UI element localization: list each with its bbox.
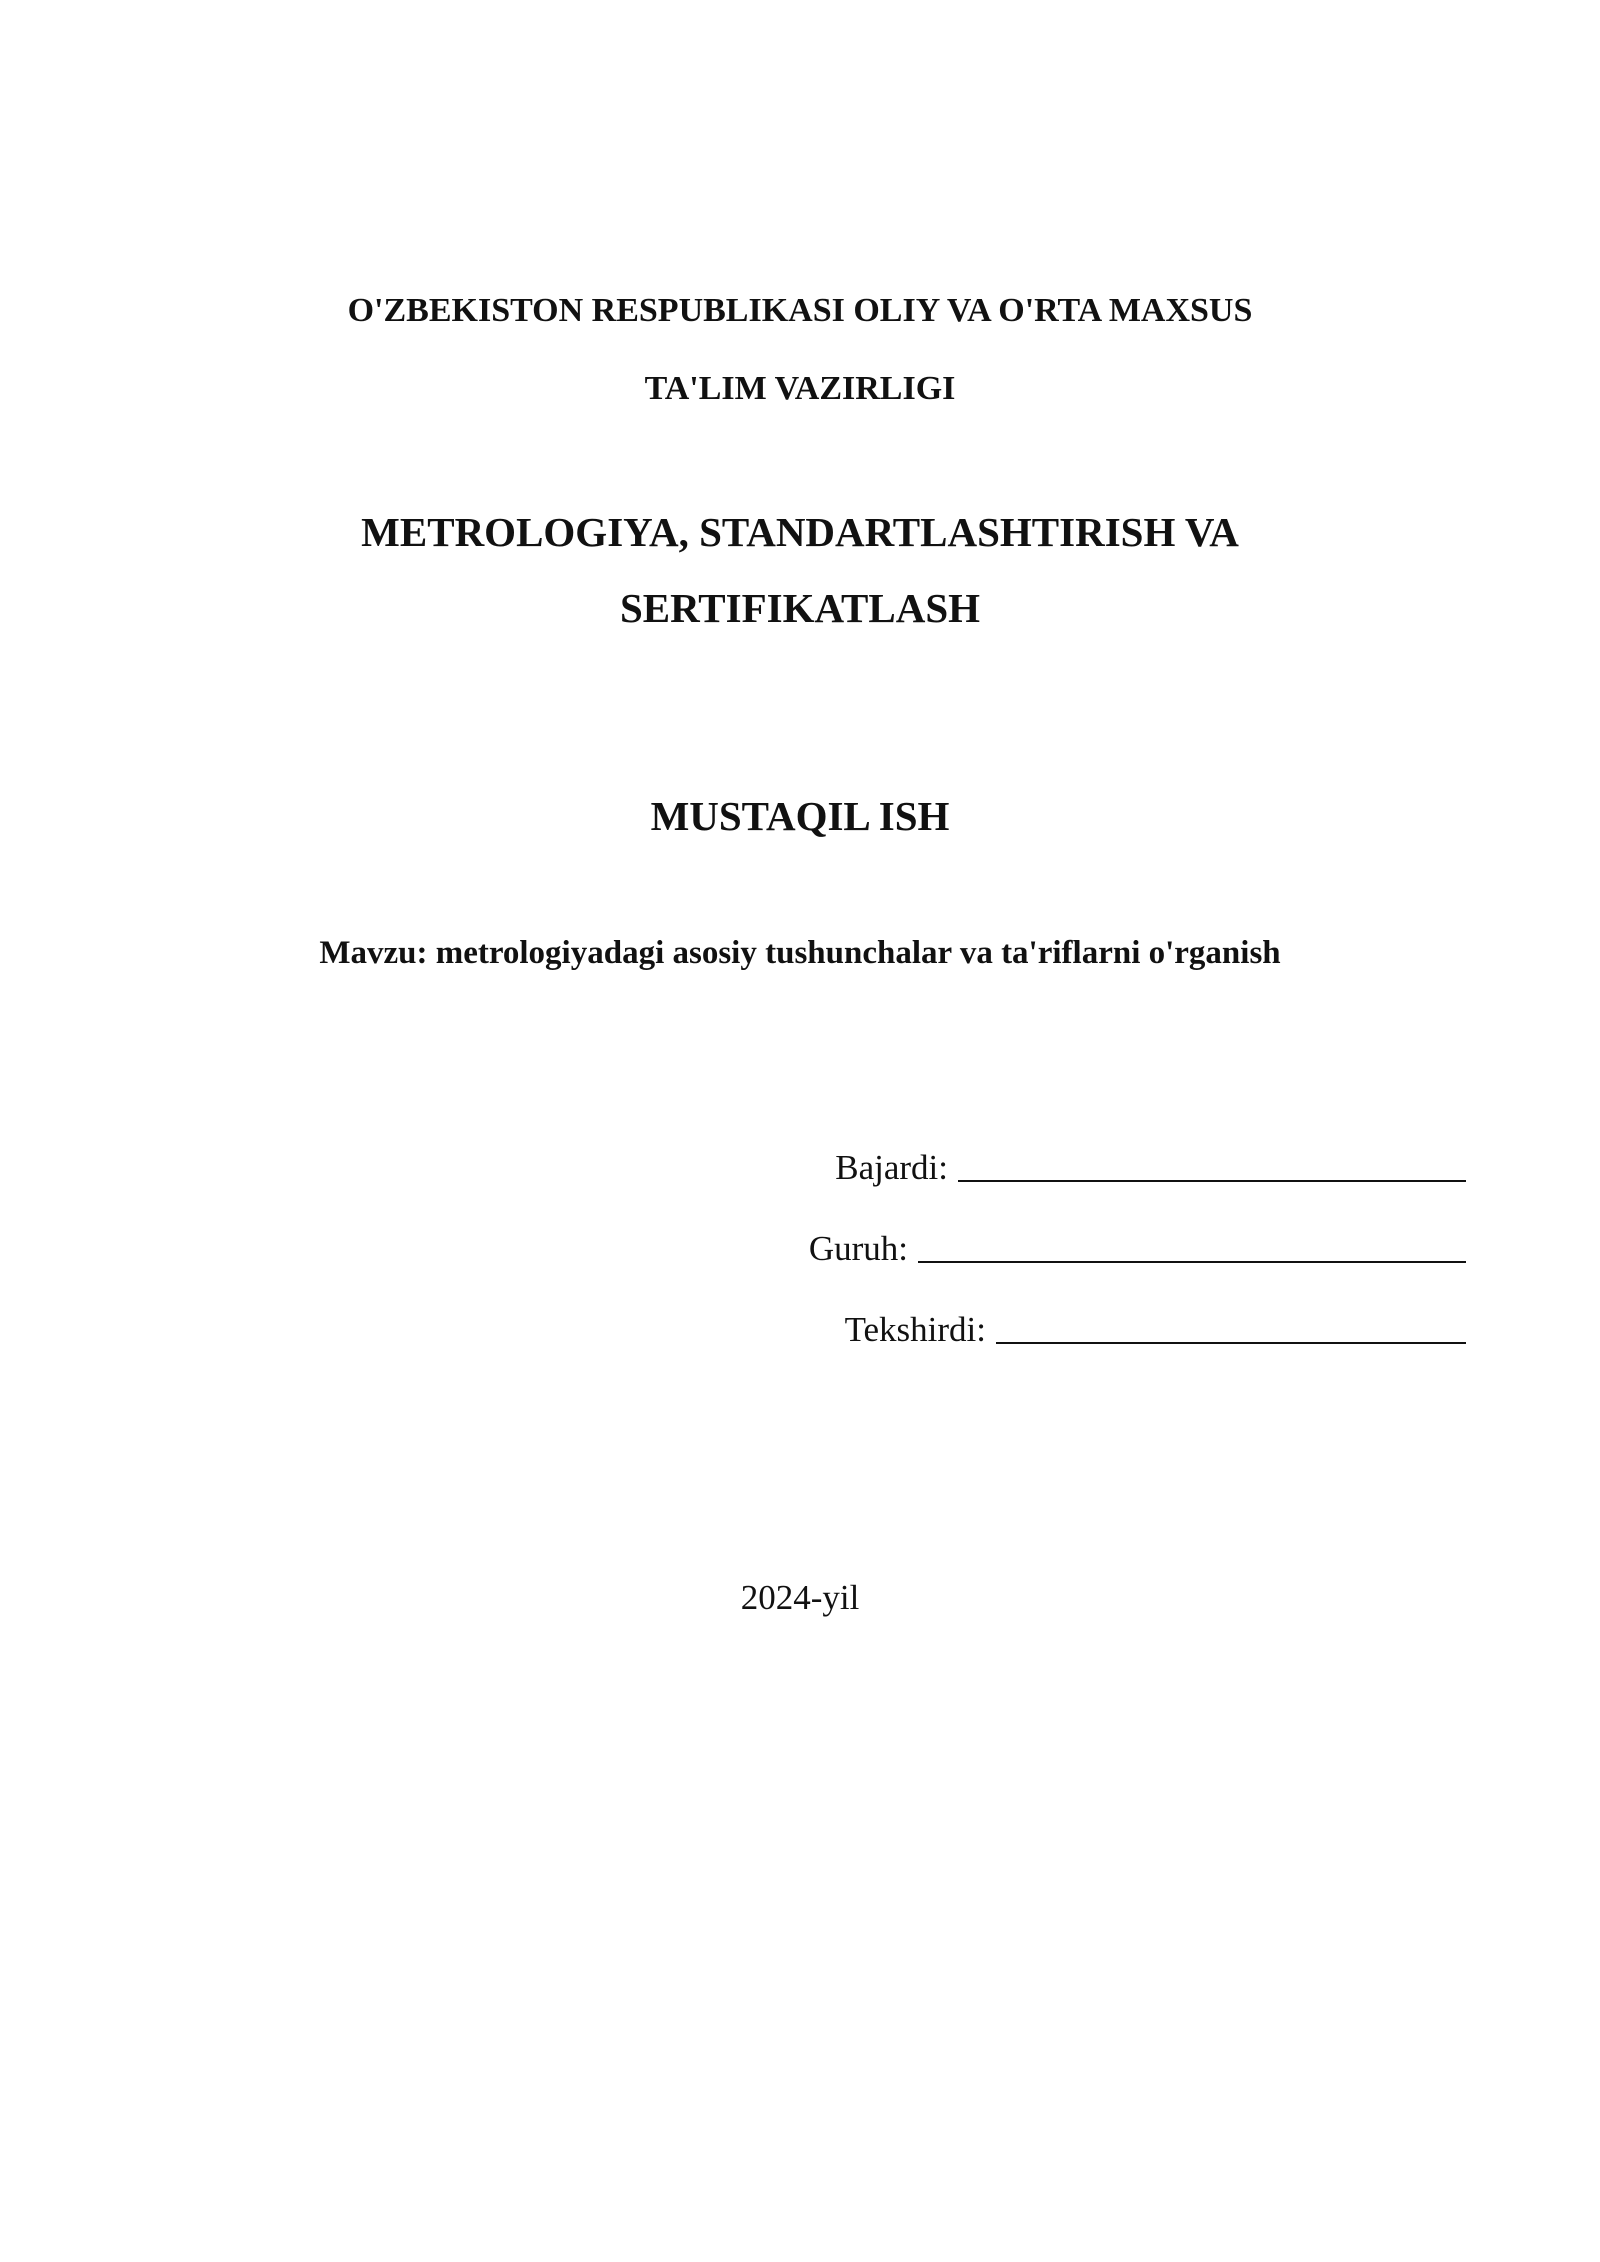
ministry-title-line-1: O'ZBEKISTON RESPUBLIKASI OLIY VA O'RTA MAXSUS bbox=[347, 292, 1253, 329]
checked-by-label: Tekshirdi: bbox=[844, 1310, 986, 1349]
performed-by-blank-line bbox=[958, 1146, 1466, 1182]
group-blank-line bbox=[918, 1227, 1466, 1263]
ministry-title-line-2: TA'LIM VAZIRLIGI bbox=[644, 370, 956, 407]
year-label: 2024-yil bbox=[740, 1578, 860, 1617]
performed-by-label: Bajardi: bbox=[835, 1148, 948, 1187]
group-field bbox=[809, 1227, 1466, 1269]
checked-by-blank-line bbox=[996, 1308, 1466, 1344]
performed-by-field bbox=[835, 1146, 1466, 1188]
subject-title-line-1: METROLOGIYA, STANDARTLASHTIRISH VA bbox=[361, 509, 1239, 555]
checked-by-field bbox=[845, 1308, 1466, 1350]
topic-line: Mavzu: metrologiyadagi asosiy tushunchalar va ta'riflarni o'rganish bbox=[319, 935, 1281, 971]
work-type-title: MUSTAQIL ISH bbox=[650, 793, 950, 839]
group-label: Guruh: bbox=[808, 1229, 908, 1268]
subject-title-line-2: SERTIFIKATLASH bbox=[619, 585, 981, 631]
